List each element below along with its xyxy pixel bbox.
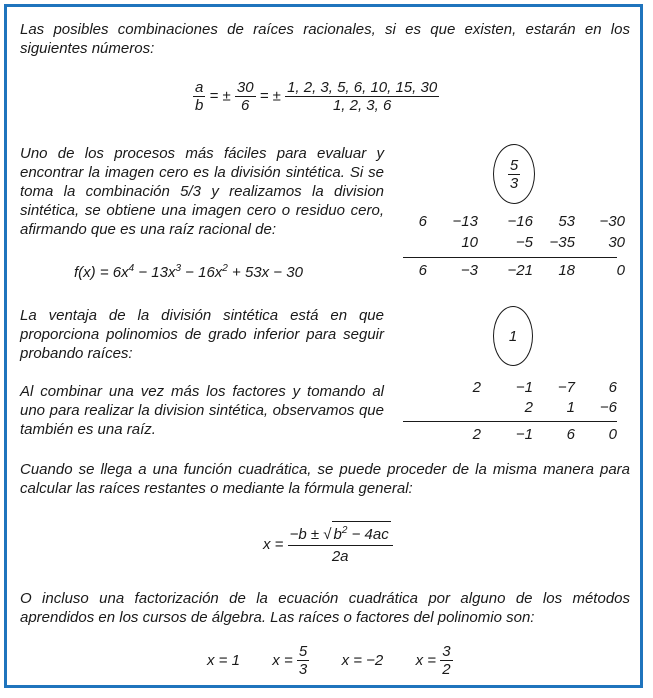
div2-r3-c4: 0 bbox=[608, 426, 617, 443]
div1-r1-c3: −16 bbox=[507, 213, 533, 230]
candidates-numerators: 1, 2, 3, 5, 6, 10, 15, 30 bbox=[287, 79, 438, 96]
div2-r3-c2: −1 bbox=[515, 426, 533, 443]
quadratic-neg-b: −b ± bbox=[289, 526, 324, 543]
poly-exp-3: 2 bbox=[222, 263, 228, 274]
radicand-rest: − 4ac bbox=[347, 526, 389, 543]
sqrt-symbol: √ bbox=[323, 526, 332, 543]
quadratic-lhs: x = bbox=[263, 536, 284, 553]
sqrt-radicand bbox=[332, 521, 391, 544]
root-1: x = 1 bbox=[207, 652, 240, 669]
candidates-denominators: 1, 2, 3, 6 bbox=[332, 97, 392, 114]
div2-r3-c1: 2 bbox=[472, 426, 481, 443]
quadratic-numerator bbox=[288, 521, 393, 546]
synthetic-division-2 bbox=[403, 378, 623, 448]
divisor-oval-1 bbox=[493, 306, 533, 366]
div1-r2-c3: −5 bbox=[515, 234, 533, 251]
advantage-paragraph: La ventaja de la división sintética está en que proporciona polinomios de grado inferior para seguir probando raíces: bbox=[20, 307, 384, 362]
roots-list bbox=[207, 643, 453, 678]
frac-6: 6 bbox=[241, 97, 250, 114]
root-3: x = −2 bbox=[341, 652, 384, 669]
div2-r1-c2: −1 bbox=[515, 379, 533, 396]
quadratic-formula bbox=[263, 521, 393, 568]
plus-minus-1: = ± bbox=[209, 87, 231, 105]
divisor-num: 5 bbox=[509, 156, 519, 174]
synthetic-division-1 bbox=[403, 212, 623, 287]
frac-a: a bbox=[195, 79, 204, 96]
root-4-fraction bbox=[440, 643, 452, 678]
divisor-den: 3 bbox=[509, 174, 519, 192]
content-frame bbox=[4, 4, 643, 688]
div2-r1-c4: 6 bbox=[608, 379, 617, 396]
div2-r2-c2: 2 bbox=[524, 399, 533, 416]
radicand-exp: 2 bbox=[341, 525, 348, 536]
root-2-den: 3 bbox=[298, 661, 308, 678]
poly-exp-2: 3 bbox=[175, 263, 182, 274]
frac-30: 30 bbox=[236, 79, 254, 96]
div1-r2-c2: 10 bbox=[461, 234, 478, 251]
div1-r1-c5: −30 bbox=[599, 213, 625, 230]
quadratic-fraction bbox=[288, 521, 393, 568]
divisor-oval-5-3 bbox=[493, 144, 535, 204]
synthetic-division-paragraph: Uno de los procesos más fáciles para evaluar y encontrar la imagen cero es la división sintética. Si se toma la combinación 5/3 y realizamos la division sintética, se obtiene una imagen cero o residuo cero, afirmando que es una raíz racional de: bbox=[20, 145, 384, 238]
quadratic-denominator: 2a bbox=[331, 548, 349, 565]
factorization-paragraph: O incluso una factorización de la ecuación cuadrática por alguno de los métodos aprendidos en los cursos de álgebra. Las raíces o factores del polinomio son: bbox=[20, 590, 630, 626]
poly-term-4: + 53x − 30 bbox=[227, 264, 303, 281]
div1-r2-c4: −35 bbox=[549, 234, 575, 251]
div1-r1-c2: −13 bbox=[452, 213, 478, 230]
root-2-lhs: x = bbox=[272, 652, 293, 669]
poly-term-2: − 13x bbox=[134, 264, 176, 281]
polynomial-formula bbox=[74, 263, 303, 281]
root-4-lhs: x = bbox=[415, 652, 437, 669]
divisor-one: 1 bbox=[508, 327, 518, 345]
div1-r3-c4: 18 bbox=[558, 262, 575, 279]
div2-r1-c3: −7 bbox=[557, 379, 575, 396]
rational-roots-formula bbox=[193, 79, 439, 114]
combine-factors-paragraph: Al combinar una vez más los factores y tomando al uno para realizar la division sintética, observamos que también es una raíz. bbox=[20, 383, 384, 438]
frac-b: b bbox=[195, 97, 204, 114]
div1-r3-c3: −21 bbox=[507, 262, 533, 279]
div1-r3-c1: 6 bbox=[418, 262, 427, 279]
div2-result-line bbox=[403, 421, 617, 422]
div1-r3-c5: 0 bbox=[616, 262, 625, 279]
poly-term-1: f(x) = 6x bbox=[74, 264, 129, 281]
plus-minus-2: = ± bbox=[259, 87, 281, 105]
div1-r2-c5: 30 bbox=[608, 234, 625, 251]
root-2-num: 5 bbox=[298, 643, 308, 660]
root-4-num: 3 bbox=[442, 643, 451, 660]
candidates-fraction bbox=[285, 79, 439, 114]
intro-paragraph: Las posibles combinaciones de raíces racionales, si es que existen, estarán en los siguientes números: bbox=[20, 21, 630, 57]
div2-r2-c3: 1 bbox=[566, 399, 575, 416]
poly-term-3: − 16x bbox=[181, 264, 223, 281]
thirty-over-six-fraction bbox=[235, 79, 256, 114]
a-over-b-fraction bbox=[193, 79, 205, 114]
div1-r1-c1: 6 bbox=[418, 213, 427, 230]
div1-r1-c4: 53 bbox=[558, 213, 575, 230]
poly-exp-1: 4 bbox=[128, 263, 135, 274]
root-4-den: 2 bbox=[442, 661, 451, 678]
div1-r3-c2: −3 bbox=[460, 262, 478, 279]
div2-r2-c4: −6 bbox=[599, 399, 617, 416]
div1-result-line bbox=[403, 257, 617, 258]
radicand-b: b bbox=[333, 526, 342, 543]
root-2-fraction bbox=[297, 643, 309, 678]
divisor-fraction bbox=[508, 157, 520, 192]
quadratic-paragraph: Cuando se llega a una función cuadrática, se puede proceder de la misma manera para calcular las raíces restantes o mediante la fórmula general: bbox=[20, 461, 630, 497]
div2-r1-c1: 2 bbox=[472, 379, 481, 396]
div2-r3-c3: 6 bbox=[566, 426, 575, 443]
